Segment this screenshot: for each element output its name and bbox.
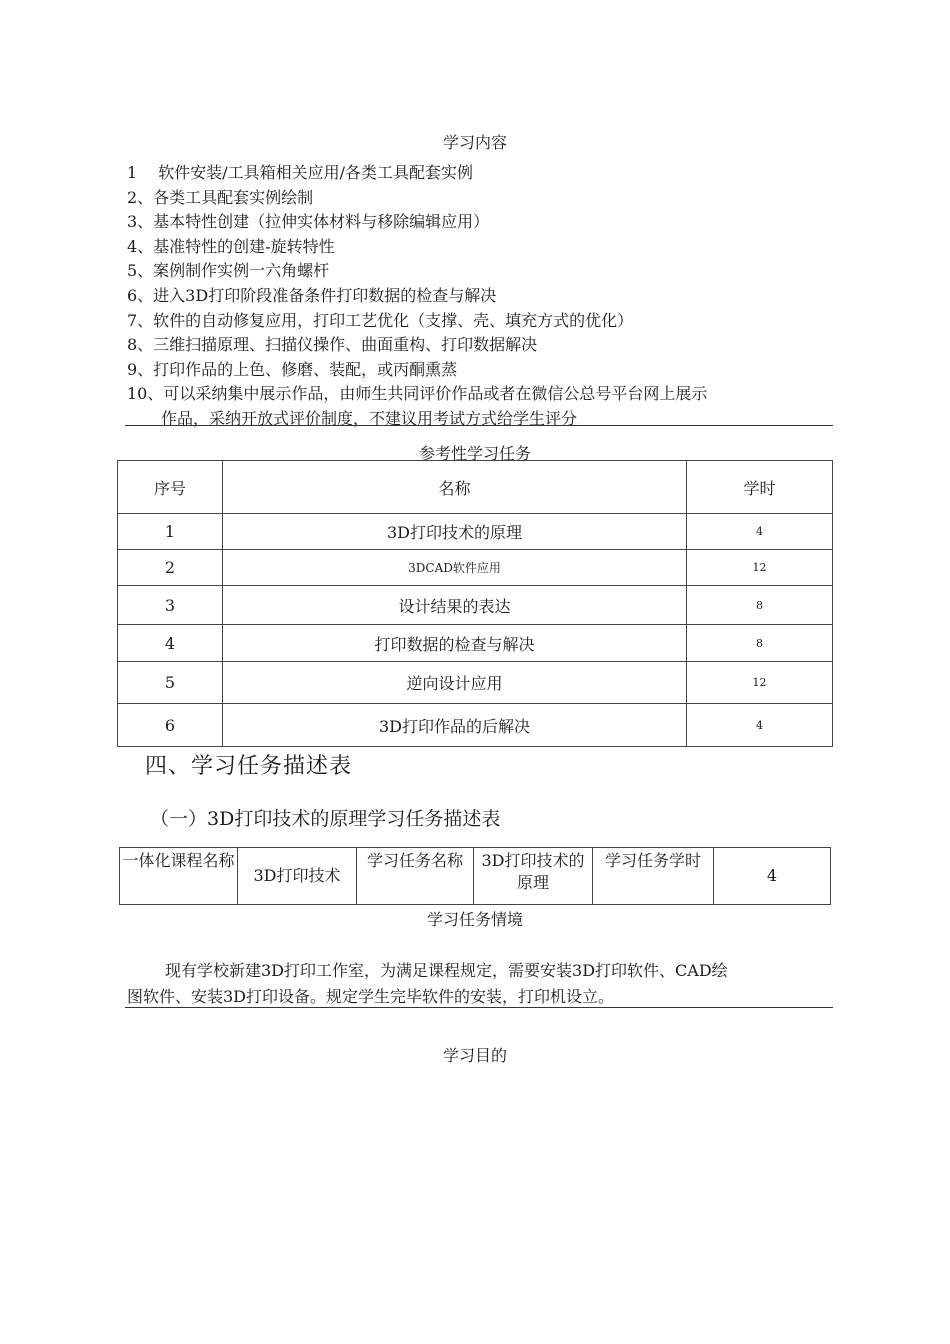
row-index: 6 (118, 704, 223, 747)
list-item: 1 软件安装/工具箱相关应用/各类工具配套实例 (127, 163, 474, 182)
list-item: 8、三维扫描原理、扫描仪操作、曲面重构、打印数据解决 (127, 335, 538, 355)
row-index: 5 (118, 662, 223, 704)
table-row (118, 625, 833, 662)
row-index: 1 (118, 514, 223, 550)
task-hours-value: 4 (714, 848, 831, 905)
list-item: 4、基准特性的创建-旋转特性 (127, 236, 335, 256)
list-item: 9、打印作品的上色、修磨、装配，或丙酮熏蒸 (127, 359, 458, 379)
list-item: 2、各类工具配套实例绘制 (127, 187, 314, 207)
situation-title: 学习任务情境 (426, 910, 523, 929)
reference-tasks-table (117, 460, 833, 747)
course-name-label: 一体化课程名称 (120, 848, 238, 905)
row-hours: 12 (687, 550, 833, 586)
situation-text (127, 958, 827, 1010)
header-index: 序号 (118, 461, 223, 514)
list-item: 5、案例制作实例一六角螺杆 (127, 261, 330, 281)
row-hours: 8 (687, 625, 833, 662)
table-row (118, 662, 833, 704)
task-hours-label: 学习任务学时 (593, 848, 714, 905)
learning-content-list (127, 161, 827, 432)
section-heading: 四、学习任务描述表 (145, 754, 353, 779)
list-item: 6、进入3D打印阶段准备条件打印数据的检查与解决 (127, 285, 497, 305)
row-index: 3 (118, 586, 223, 625)
list-item: 7、软件的自动修复应用，打印工艺优化（支撑、壳、填充方式的优化） (127, 310, 634, 330)
divider (125, 1007, 833, 1008)
row-name: 3D打印技术的原理 (223, 514, 687, 550)
list-item: 10、可以采纳集中展示作品，由师生共同评价作品或者在微信公总号平台网上展示 (127, 384, 708, 404)
row-hours: 4 (687, 514, 833, 550)
task-name-label: 学习任务名称 (357, 848, 474, 905)
row-name: 3DCAD软件应用 (223, 550, 687, 586)
row-index: 4 (118, 625, 223, 662)
table-row (118, 514, 833, 550)
table-row (118, 586, 833, 625)
reference-tasks-title: 参考性学习任务 (418, 444, 531, 463)
row-name: 逆向设计应用 (223, 662, 687, 704)
course-name-value: 3D打印技术 (238, 848, 357, 905)
task-name-value: 3D打印技术的原理 (474, 848, 593, 905)
row-hours: 4 (687, 704, 833, 747)
header-hours: 学时 (687, 461, 833, 514)
row-name: 打印数据的检查与解决 (223, 625, 687, 662)
divider (125, 425, 833, 426)
table-row (118, 704, 833, 747)
learning-content-title: 学习内容 (442, 133, 507, 152)
row-index: 2 (118, 550, 223, 586)
subsection-heading: （一）3D打印技术的原理学习任务描述表 (150, 808, 501, 830)
table-row (118, 550, 833, 586)
situation-line: 图软件、安装3D打印设备。规定学生完毕软件的安装，打印机设立。 (127, 987, 615, 1006)
row-hours: 8 (687, 586, 833, 625)
situation-line: 现有学校新建3D打印工作室，为满足课程规定，需要安装3D打印软件、CAD绘 (165, 961, 728, 980)
row-name: 3D打印作品的后解决 (223, 704, 687, 747)
row-name: 设计结果的表达 (223, 586, 687, 625)
list-item: 作品，采纳开放式评价制度，不建议用考试方式给学生评分 (161, 408, 578, 428)
goal-title: 学习目的 (442, 1046, 507, 1065)
list-item: 3、基本特性创建（拉伸实体材料与移除编辑应用） (127, 212, 490, 232)
row-hours: 12 (687, 662, 833, 704)
table-header-row (118, 461, 833, 514)
header-name: 名称 (223, 461, 687, 514)
task-info-table (119, 847, 831, 905)
